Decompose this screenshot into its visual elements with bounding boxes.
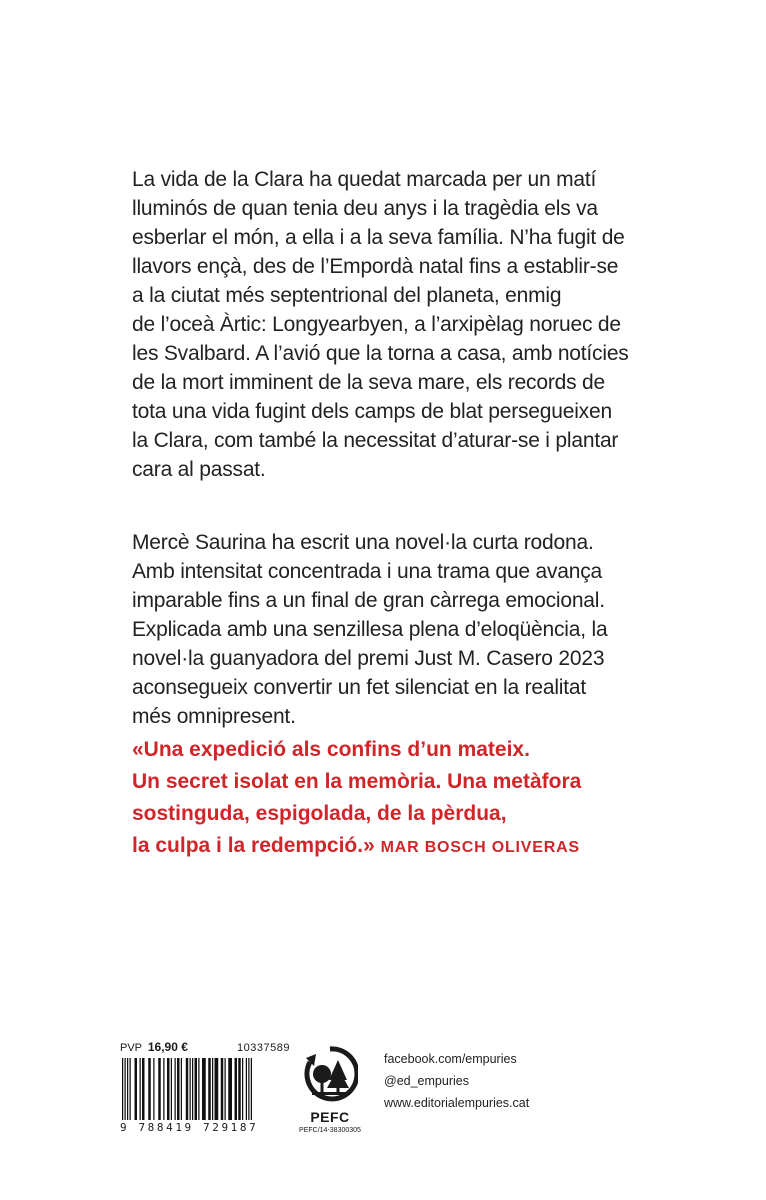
barcode-bar [190,1058,191,1120]
barcode-bar [177,1058,180,1120]
barcode-bar [148,1058,151,1120]
twitter-handle[interactable]: @ed_empuries [384,1074,469,1088]
quote-line: Un secret isolat en la memòria. Una metàfora [132,770,582,793]
text-line: llavors ençà, des de l’Empordà natal fins a establir-se [132,255,619,278]
barcode-bar [192,1058,193,1120]
barcode-bar [228,1058,232,1120]
text-line: les Svalbard. A l’avió que la torna a casa, amb notícies [132,342,629,365]
synopsis-paragraph-1 [132,165,652,484]
website-link[interactable]: www.editorialempuries.cat [384,1096,530,1110]
isbn-digits: 9 788419 729187 [120,1121,259,1134]
pefc-logo-icon [302,1046,358,1102]
text-line: tota una vida fugint dels camps de blat persegueixen [132,400,612,423]
text-line: Explicada amb una senzillesa plena d’eloqüència, la [132,618,608,641]
product-code: 10337589 [237,1042,290,1054]
quote-line: la culpa i la redempció.» [132,834,375,857]
text-line: cara al passat. [132,458,266,481]
facebook-link[interactable]: facebook.com/empuries [384,1052,517,1066]
barcode-bar [212,1058,213,1120]
barcode-bar [135,1058,138,1120]
price-barcode-block [120,1040,290,1134]
pefc-code: PEFC/14-38300305 [299,1127,361,1134]
text-line: Amb intensitat concentrada i una trama que avança [132,560,602,583]
barcode-bar [225,1058,226,1120]
barcode-bar [130,1058,131,1120]
barcode-bar [186,1058,189,1120]
text-line: imparable fins a un final de gran càrrega emocional. [132,589,605,612]
barcode-bar [198,1058,199,1120]
barcode-bar [251,1058,252,1120]
text-line: més omnipresent. [132,705,296,728]
quote-line-last [132,830,692,864]
text-line: a la ciutat més septentrional del planeta, enmig [132,284,562,307]
text-line: la Clara, com també la necessitat d’aturar-se i plantar [132,429,619,452]
text-line: de la mort imminent de la seva mare, els records de [132,371,606,394]
barcode-bar [140,1058,141,1120]
barcode-bar [248,1058,249,1120]
review-quote [132,734,692,864]
barcode-bar [153,1058,154,1120]
barcode-bar [142,1058,145,1120]
barcode-bar [202,1058,206,1120]
barcode-bar [167,1058,170,1120]
text-line: novel·la guanyadora del premi Just M. Casero 2023 [132,647,605,670]
pefc-label: PEFC [310,1109,350,1125]
text-line: Mercè Saurina ha escrit una novel·la curta rodona. [132,531,594,554]
text-line: La vida de la Clara ha quedat marcada per un matí [132,168,597,191]
quote-line: sostinguda, espigolada, de la pèrdua, [132,802,507,825]
text-line: lluminós de quan tenia deu anys i la tragèdia els va [132,197,598,220]
barcode-bar [221,1058,224,1120]
barcode-bar [122,1058,123,1120]
publisher-links [384,1048,529,1114]
barcode-bar [246,1058,247,1120]
quote-line: «Una expedició als confins d’un mateix. [132,738,530,761]
barcode-bar [171,1058,172,1120]
quote-author: MAR BOSCH OLIVERAS [380,839,580,856]
barcode-bar [208,1058,211,1120]
barcode-bar [242,1058,243,1120]
barcode-bar [163,1058,164,1120]
barcode-bar [238,1058,241,1120]
text-line: de l’oceà Àrtic: Longyearbyen, a l’arxipèlag noruec de [132,313,621,336]
barcode-bar [215,1058,219,1120]
synopsis-paragraph-2 [132,528,652,731]
text-line: esberlar el món, a ella i a la seva família. N’ha fugit de [132,226,625,249]
barcode-bar [195,1058,198,1120]
pefc-certification [299,1046,361,1134]
barcode-bar [235,1058,238,1120]
text-line: aconsegueix convertir un fet silenciat en la realitat [132,676,586,699]
price-label: PVP [120,1042,142,1054]
barcode-bar [175,1058,176,1120]
barcode-bar [158,1058,161,1120]
barcode-bar [181,1058,182,1120]
barcode-bar [125,1058,126,1120]
barcode-bar [127,1058,128,1120]
isbn-barcode [120,1058,288,1120]
price-value: 16,90 € [147,1040,188,1054]
